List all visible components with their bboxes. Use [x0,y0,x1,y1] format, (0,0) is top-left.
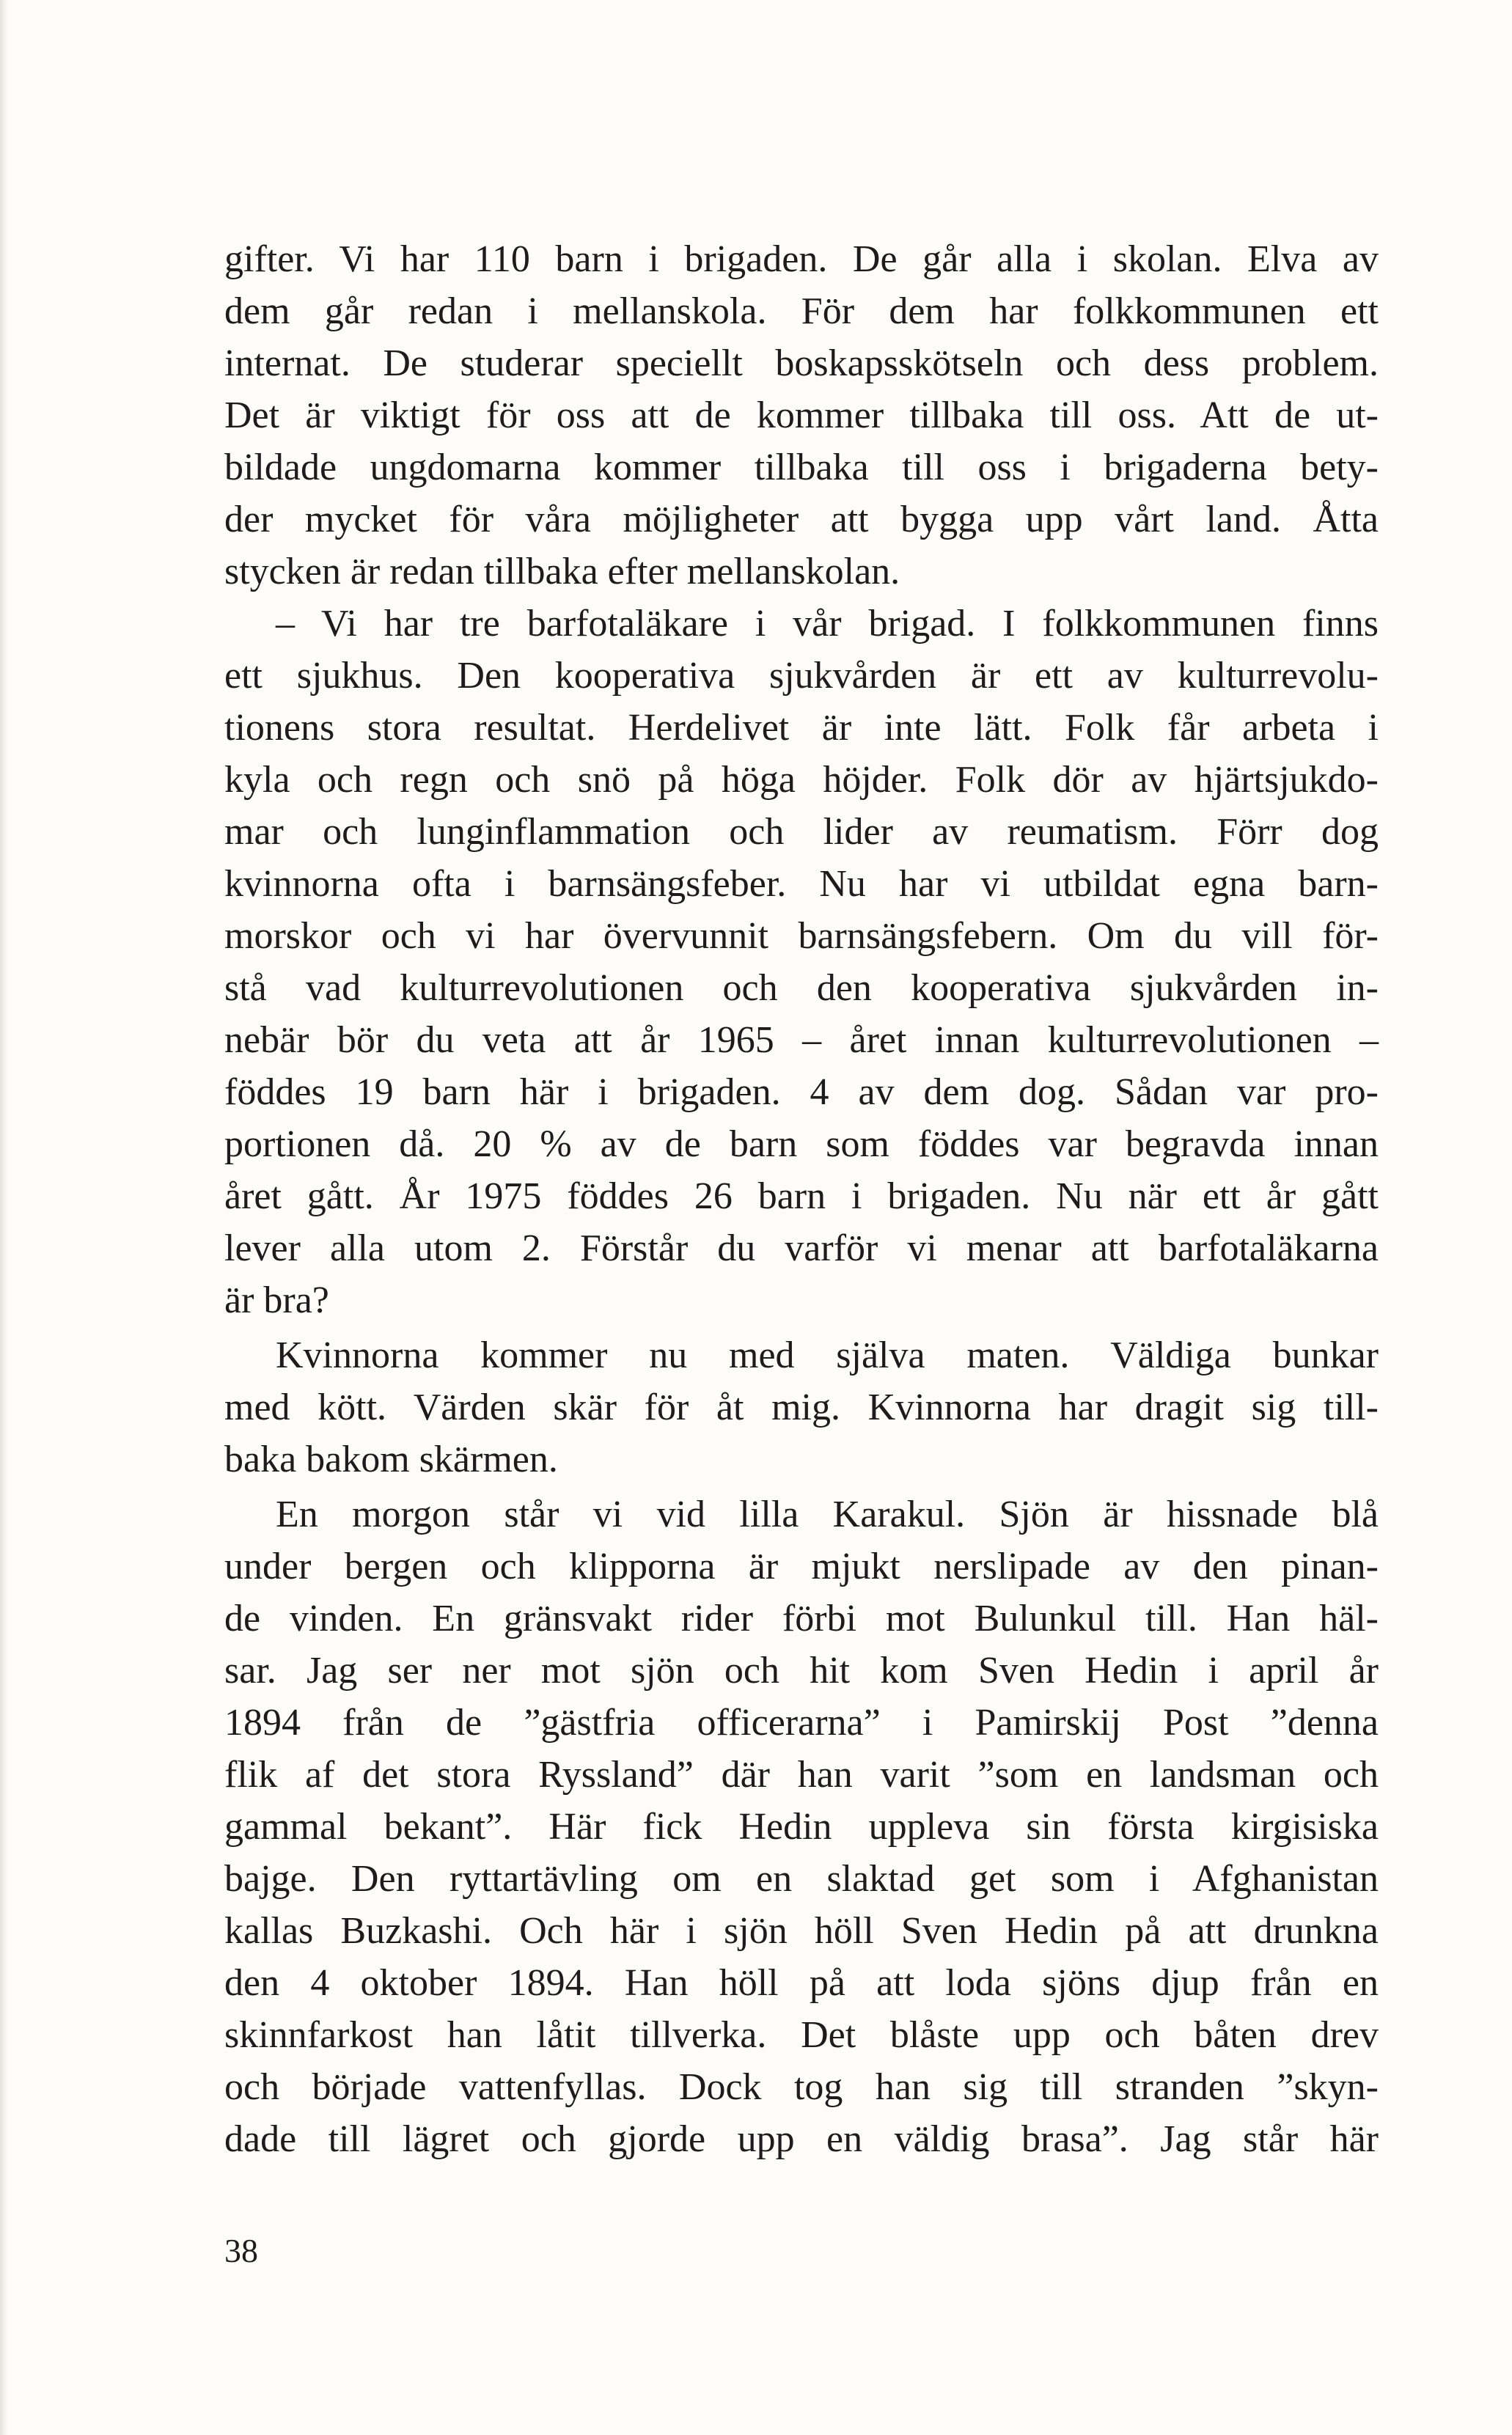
text-line: med kött. Värden skär för åt mig. Kvinnorna har dragit sig till- [224,1387,1379,1428]
text-line: bajge. Den ryttartävling om en slaktad get som i Afghanistan [224,1858,1379,1900]
text-line: den 4 oktober 1894. Han höll på att loda sjöns djup från en [224,1962,1379,2004]
text-line: tionens stora resultat. Herdelivet är inte lätt. Folk får arbeta i [224,707,1379,749]
text-line: dade till lägret och gjorde upp en väldig brasa”. Jag står här [224,2118,1379,2160]
text-line: kvinnorna ofta i barnsängsfeber. Nu har vi utbildat egna barn- [224,863,1379,905]
text-line: de vinden. En gränsvakt rider förbi mot Bulunkul till. Han häl- [224,1598,1379,1639]
body-text [224,233,1379,2165]
text-line: föddes 19 barn här i brigaden. 4 av dem dog. Sådan var pro- [224,1071,1379,1113]
text-line: En morgon står vi vid lilla Karakul. Sjön är hissnade blå [276,1494,1379,1535]
text-line: internat. De studerar speciellt boskapsskötseln och dess problem. [224,342,1379,384]
text-line: Kvinnorna kommer nu med själva maten. Väldiga bunkar [276,1334,1379,1376]
page-edge-shadow [0,0,7,2435]
page-number: 38 [224,2232,258,2269]
text-line: Det är viktigt för oss att de kommer tillbaka till oss. Att de ut- [224,394,1379,436]
text-line: bildade ungdomarna kommer tillbaka till oss i brigaderna bety- [224,447,1379,488]
text-line: gifter. Vi har 110 barn i brigaden. De går alla i skolan. Elva av [224,238,1379,280]
text-line: der mycket för våra möjligheter att bygga upp vårt land. Åtta [224,499,1379,540]
text-line: stå vad kulturrevolutionen och den kooperativa sjukvården in- [224,967,1379,1009]
text-line: lever alla utom 2. Förstår du varför vi menar att barfotaläkarna [224,1227,1379,1269]
text-line: stycken är redan tillbaka efter mellanskolan. [224,551,900,592]
text-line: – Vi har tre barfotaläkare i vår brigad. I folkkommunen finns [276,603,1379,644]
text-line: kyla och regn och snö på höga höjder. Folk dör av hjärtsjukdo- [224,759,1379,801]
text-line: kallas Buzkashi. Och här i sjön höll Sven Hedin på att drunkna [224,1910,1379,1952]
text-line: dem går redan i mellanskola. För dem har folkkommunen ett [224,290,1379,332]
text-line: under bergen och klipporna är mjukt nerslipade av den pinan- [224,1546,1379,1587]
text-line: baka bakom skärmen. [224,1439,558,1480]
text-line: och började vattenfyllas. Dock tog han sig till stranden ”skyn- [224,2066,1379,2108]
text-line: 1894 från de ”gästfria officerarna” i Pamirskij Post ”denna [224,1702,1379,1744]
text-line: mar och lunginflammation och lider av reumatism. Förr dog [224,811,1379,853]
text-line: nebär bör du veta att år 1965 – året innan kulturrevolutionen – [224,1019,1379,1061]
text-line: skinnfarkost han låtit tillverka. Det blåste upp och båten drev [224,2014,1379,2056]
text-line: sar. Jag ser ner mot sjön och hit kom Sven Hedin i april år [224,1650,1379,1692]
text-line: portionen då. 20 % av de barn som föddes var begravda innan [224,1123,1379,1165]
text-line: året gått. År 1975 föddes 26 barn i brigaden. Nu när ett år gått [224,1175,1379,1217]
text-line: flik af det stora Ryssland” där han varit ”som en landsman och [224,1754,1379,1796]
text-line: morskor och vi har övervunnit barnsängsfebern. Om du vill för- [224,915,1379,957]
text-line: är bra? [224,1279,329,1321]
text-line: gammal bekant”. Här fick Hedin uppleva sin första kirgisiska [224,1806,1379,1848]
text-line: ett sjukhus. Den kooperativa sjukvården är ett av kulturrevolu- [224,655,1379,697]
